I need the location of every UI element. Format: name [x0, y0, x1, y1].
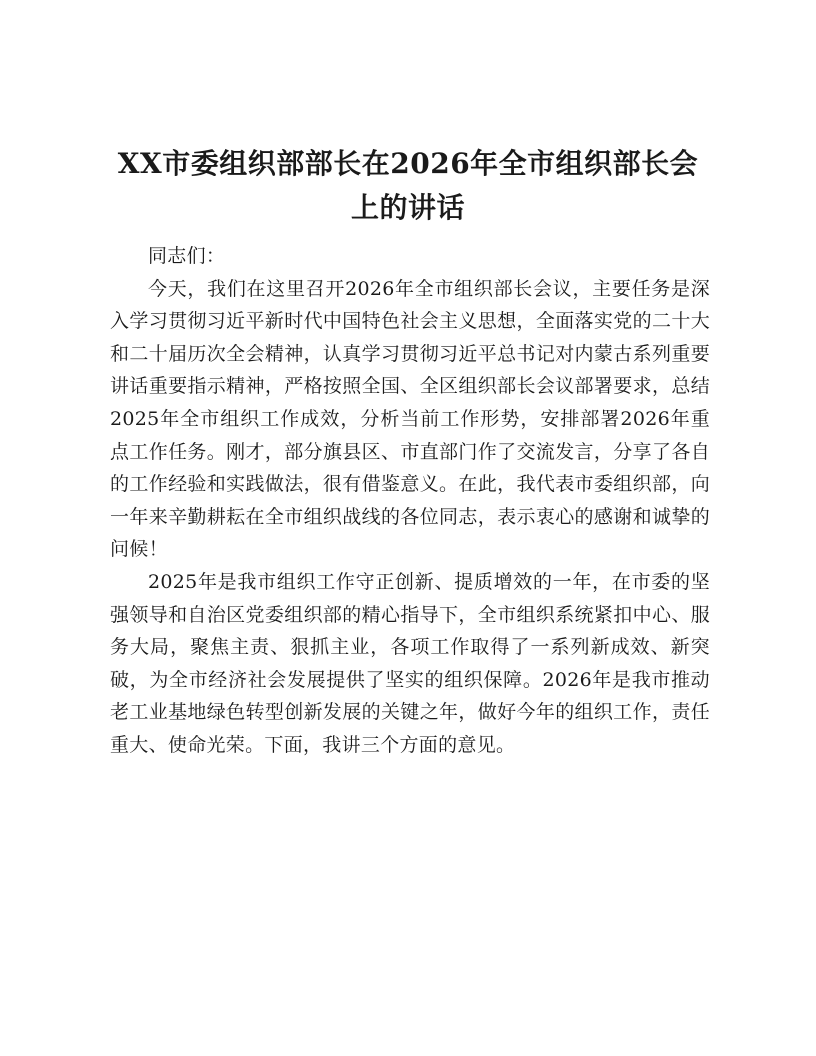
opening-paragraph: 今天，我们在这里召开2026年全市组织部长会议，主要任务是深入学习贯彻习近平新时代中国特色社会主义思想，全面落实党的二十大和二十届历次全会精神，认真学习贯彻习近平总书记对内蒙古系列重要讲话重要指示精神，严格按照全国、全区组织部长会议部署要求，总结2025年全市组织工作成效，分析当前工作形势，安排部署2026年重点工作任务。刚才，部分旗县区、市直部门作了交流发言，分享了各自的工作经验和实践做法，很有借鉴意义。在此，我代表市委组织部，向一年来辛勤耕耘在全市组织战线的各位同志，表示衷心的感谢和诚挚的问候！ [110, 277, 710, 561]
review-paragraph: 2025年是我市组织工作守正创新、提质增效的一年，在市委的坚强领导和自治区党委组织部的精心指导下，全市组织系统紧扣中心、服务大局，聚焦主责、狠抓主业，各项工作取得了一系列新成效、新突破，为全市经济社会发展提供了坚实的组织保障。2026年是我市推动老工业基地绿色转型创新发展的关键之年，做好今年的组织工作，责任重大、使命光荣。下面，我讲三个方面的意见。 [110, 570, 710, 756]
document-body [110, 240, 710, 762]
salutation-paragraph: 同志们： [148, 245, 226, 267]
document-title: XX市委组织部部长在2026年全市组织部长会上的讲话 [117, 147, 699, 224]
